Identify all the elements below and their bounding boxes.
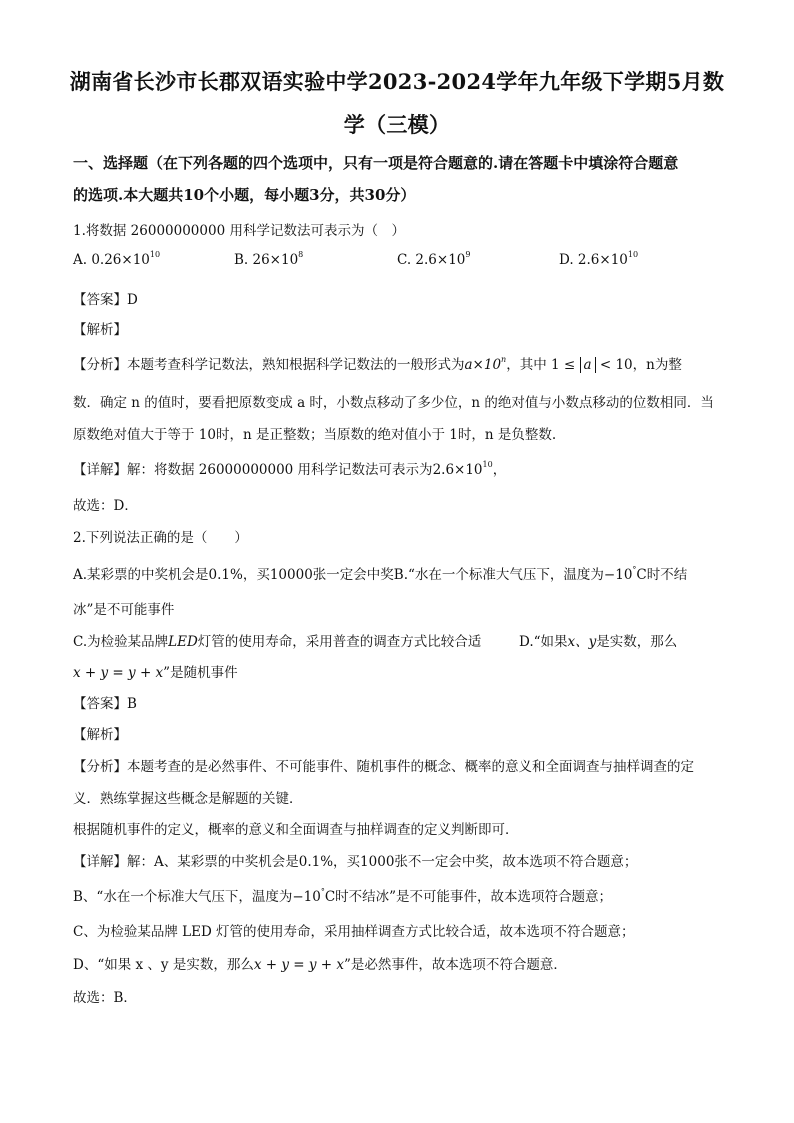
q2-detail-line3: C、为检验某品牌 LED 灯管的使用寿命，采用抽样调查方式比较合适，故本选项不符合题意； [73,924,635,940]
section-heading-line2: 的选项.本大题共10个小题，每小题3分，共30分） [73,186,416,204]
q1-fenxi-line2: 数．确定 n 的值时，要看把原数变成 a 时，小数点移动了多少位，n 的绝对值与小数点移动的位数相同．当 [73,395,714,411]
q2-option-b-line2: 冰”是不可能事件 [73,602,175,618]
q1-option-c: C. $2.6\times 10^9$ [397,250,471,268]
q2-detail-line4: D、“如果 x 、y 是实数，那么x + y = y + x”是必然事件，故本选项不符合题意． [73,957,567,973]
q2-detail-line2: B、“水在一个标准大气压下，温度为−10°C时不结冰”是不可能事件，故本选项符合题意； [73,887,613,905]
q1-detail: 【详解】解：将数据 26000000000 用科学记数法可表示为$2.6\times 10^{10}$， [73,460,507,478]
q2-fenxi-line2: 义．熟练掌握这些概念是解题的关键． [73,791,303,807]
q2-fenxi-line1: 【分析】本题考查的是必然事件、不可能事件、随机事件的概念、概率的意义和全面调查与抽样调查的定 [73,759,694,775]
doc-title-line1: 湖南省长沙市长郡双语实验中学2023-2024学年九年级下学期5月数 [69,69,725,94]
q1-choose: 故选：D． [73,498,138,514]
q1-option-d: D. $2.6\times 10^{10}$ [559,250,639,268]
q2-detail-line1: 【详解】解：A、某彩票的中奖机会是0.1%，买1000张不一定会中奖，故本选项不符合题意； [73,854,638,870]
q1-option-b: B. $26\times 10^8$ [234,250,304,268]
q2-option-ab: A.某彩票的中奖机会是0.1%，买10000张一定会中奖B.“水在一个标准大气压下，温度为−10°C时不结 [73,565,688,583]
q1-stem: 1.将数据 26000000000 用科学记数法可表示为（ ） [73,223,405,239]
q1-answer: 【答案】D [73,292,138,308]
q2-option-c: C.为检验某品牌LED灯管的使用寿命，采用普查的调查方式比较合适 [73,634,482,650]
q1-fenxi-line1: 【分析】本题考查科学记数法，熟知根据科学记数法的一般形式为$a\times 10^n$，其中 1 ≤ a < 10，n为整 [73,355,682,373]
q2-choose: 故选：B． [73,990,137,1006]
q2-option-d: D.“如果x、y是实数，那么 [519,634,678,650]
q2-analysis-tag: 【解析】 [73,727,127,743]
q1-fenxi-line3: 原数绝对值大于等于 10时，n 是正整数；当原数的绝对值小于 1时，n 是负整数. [73,427,557,443]
q2-fenxi-line3: 根据随机事件的定义，概率的意义和全面调查与抽样调查的定义判断即可． [73,822,519,838]
q2-option-d-line2: x + y = y + x”是随机事件 [73,665,238,681]
doc-title-line2: 学（三模） [343,112,451,137]
q1-analysis-tag: 【解析】 [73,322,127,338]
section-heading-line1: 一、选择题（在下列各题的四个选项中，只有一项是符合题意的.请在答题卡中填涂符合题意 [73,154,679,172]
q2-stem: 2.下列说法正确的是（ ） [73,530,248,546]
q2-answer: 【答案】B [73,696,137,712]
q1-option-a: A. $0.26\times 10^{10}$ [73,250,161,268]
